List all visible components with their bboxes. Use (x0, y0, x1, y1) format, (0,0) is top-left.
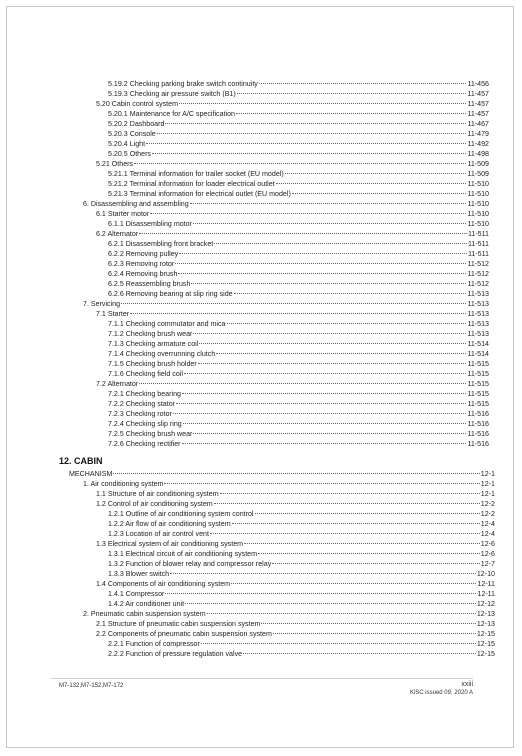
toc-entry[interactable]: 7.2.1 Checking bearing 11-515 (108, 390, 489, 398)
toc-entry[interactable]: 6.2.5 Reassembling brush 11-512 (108, 280, 489, 288)
toc-entry[interactable]: 7.2.2 Checking stator 11-515 (108, 400, 489, 408)
toc-entry[interactable]: 1.3 Electrical system of air conditioning system 12-6 (96, 540, 495, 548)
toc-entry[interactable]: 5.21 Others 11-509 (96, 160, 489, 168)
toc-entry[interactable]: 7. Servicing 11-513 (83, 300, 489, 308)
toc-entry[interactable]: 5.20.4 Light 11-492 (108, 140, 489, 148)
toc-entry[interactable]: 5.20.2 Dashboard 11-467 (108, 120, 489, 128)
toc-entry[interactable]: 7.1 Starter 11-513 (96, 310, 489, 318)
toc-entry[interactable]: 7.2.4 Checking slip ring 11-516 (108, 420, 489, 428)
toc-entry[interactable]: 6.2.1 Disassembling front bracket 11-511 (108, 240, 489, 248)
toc-entry[interactable]: 1.2.1 Outline of air conditioning system control 12-2 (108, 510, 495, 518)
toc-entry[interactable]: 6.1.1 Disassembling motor 11-510 (108, 220, 489, 228)
toc-entry[interactable]: 1.2.3 Location of air control vent 12-4 (108, 530, 495, 538)
toc-entry[interactable]: 5.19.2 Checking parking brake switch continuity 11-456 (108, 80, 489, 88)
toc-entry[interactable]: 7.2.6 Checking rectifier 11-516 (108, 440, 489, 448)
toc-entry[interactable]: 5.21.3 Terminal information for electrical outlet (EU model) 11-510 (108, 190, 489, 198)
footer-info (410, 681, 473, 697)
toc-entry[interactable]: 1.4.1 Compressor 12-11 (108, 590, 495, 598)
toc-entry[interactable]: 6. Disassembling and assembling 11-510 (83, 200, 489, 208)
toc-entry[interactable]: 1.3.1 Electrical circuit of air conditioning system 12-6 (108, 550, 495, 558)
toc-entry[interactable]: 7.2 Alternator 11-515 (96, 380, 489, 388)
toc-entry[interactable]: 5.20.5 Others 11-498 (108, 150, 489, 158)
issue-label: KiSC issued 09, 2020 A (409, 690, 473, 696)
toc-entry[interactable]: 5.19.3 Checking air pressure switch (B1) 11-457 (108, 90, 489, 98)
toc-entry[interactable]: 7.1.4 Checking overrunning clutch 11-514 (108, 350, 489, 358)
footer-models: M7-132,M7-152,M7-172 (59, 683, 124, 689)
toc-entry[interactable]: 6.2.3 Removing rotor 11-512 (108, 260, 489, 268)
toc-entry[interactable]: 2.1 Structure of pneumatic cabin suspension system 12-13 (96, 620, 495, 628)
toc-entry[interactable]: 2.2.2 Function of pressure regulation valve 12-15 (108, 650, 495, 658)
toc-entry[interactable]: 6.2.4 Removing brush 11-512 (108, 270, 489, 278)
section-heading: 12. CABIN (59, 456, 103, 466)
toc-entry[interactable]: 6.1 Starter motor 11-510 (96, 210, 489, 218)
toc-entry[interactable]: 1.4 Components of air conditioning system 12-11 (96, 580, 495, 588)
toc-entry[interactable]: 1.1 Structure of air conditioning system 12-1 (96, 490, 495, 498)
toc-entry[interactable]: 1.3.2 Function of blower relay and compressor relay 12-7 (108, 560, 495, 568)
footer-divider (51, 678, 473, 679)
toc-entry[interactable]: 7.1.3 Checking armature coil 11-514 (108, 340, 489, 348)
toc-entry[interactable]: 7.1.6 Checking field coil 11-515 (108, 370, 489, 378)
toc-entry[interactable]: 6.2.2 Removing pulley 11-511 (108, 250, 489, 258)
toc-entry[interactable]: 5.20.1 Maintenance for A/C specification 11-457 (108, 110, 489, 118)
toc-entry[interactable]: 5.21.1 Terminal information for trailer socket (EU model) 11-509 (108, 170, 489, 178)
toc-entry[interactable]: 1.2 Control of air conditioning system 12-2 (96, 500, 495, 508)
toc-entry[interactable]: 7.1.5 Checking brush holder 11-515 (108, 360, 489, 368)
toc-entry[interactable]: 6.2.6 Removing bearing at slip ring side 11-513 (108, 290, 489, 298)
toc-entry[interactable]: 5.21.2 Terminal information for loader electrical outlet 11-510 (108, 180, 489, 188)
toc-entry[interactable]: 7.2.5 Checking brush wear 11-516 (108, 430, 489, 438)
page-number: xxiii (461, 681, 473, 688)
toc-entry[interactable]: 7.1.2 Checking brush wear 11-513 (108, 330, 489, 338)
toc-entry[interactable]: 5.20 Cabin control system 11-457 (96, 100, 489, 108)
toc-entry[interactable]: 2. Pneumatic cabin suspension system 12-13 (83, 610, 495, 618)
toc-entry[interactable]: 2.2.1 Function of compressor 12-15 (108, 640, 495, 648)
toc-entry[interactable]: 1.4.2 Air conditioner unit 12-12 (108, 600, 495, 608)
toc-entry[interactable]: 5.20.3 Console 11-479 (108, 130, 489, 138)
toc-entry[interactable]: MECHANISM 12-1 (69, 470, 495, 478)
toc-entry[interactable]: 7.1.1 Checking commutator and mica 11-513 (108, 320, 489, 328)
toc-entry[interactable]: 1.2.2 Air flow of air conditioning system 12-4 (108, 520, 495, 528)
toc-entry[interactable]: 6.2 Alternator 11-511 (96, 230, 489, 238)
toc-entry[interactable]: 7.2.3 Checking rotor 11-516 (108, 410, 489, 418)
document-page (6, 6, 514, 748)
toc-entry[interactable]: 2.2 Components of pneumatic cabin suspension system 12-15 (96, 630, 495, 638)
toc-entry[interactable]: 1.3.3 Blower switch 12-10 (108, 570, 495, 578)
toc-entry[interactable]: 1. Air conditioning system 12-1 (83, 480, 495, 488)
